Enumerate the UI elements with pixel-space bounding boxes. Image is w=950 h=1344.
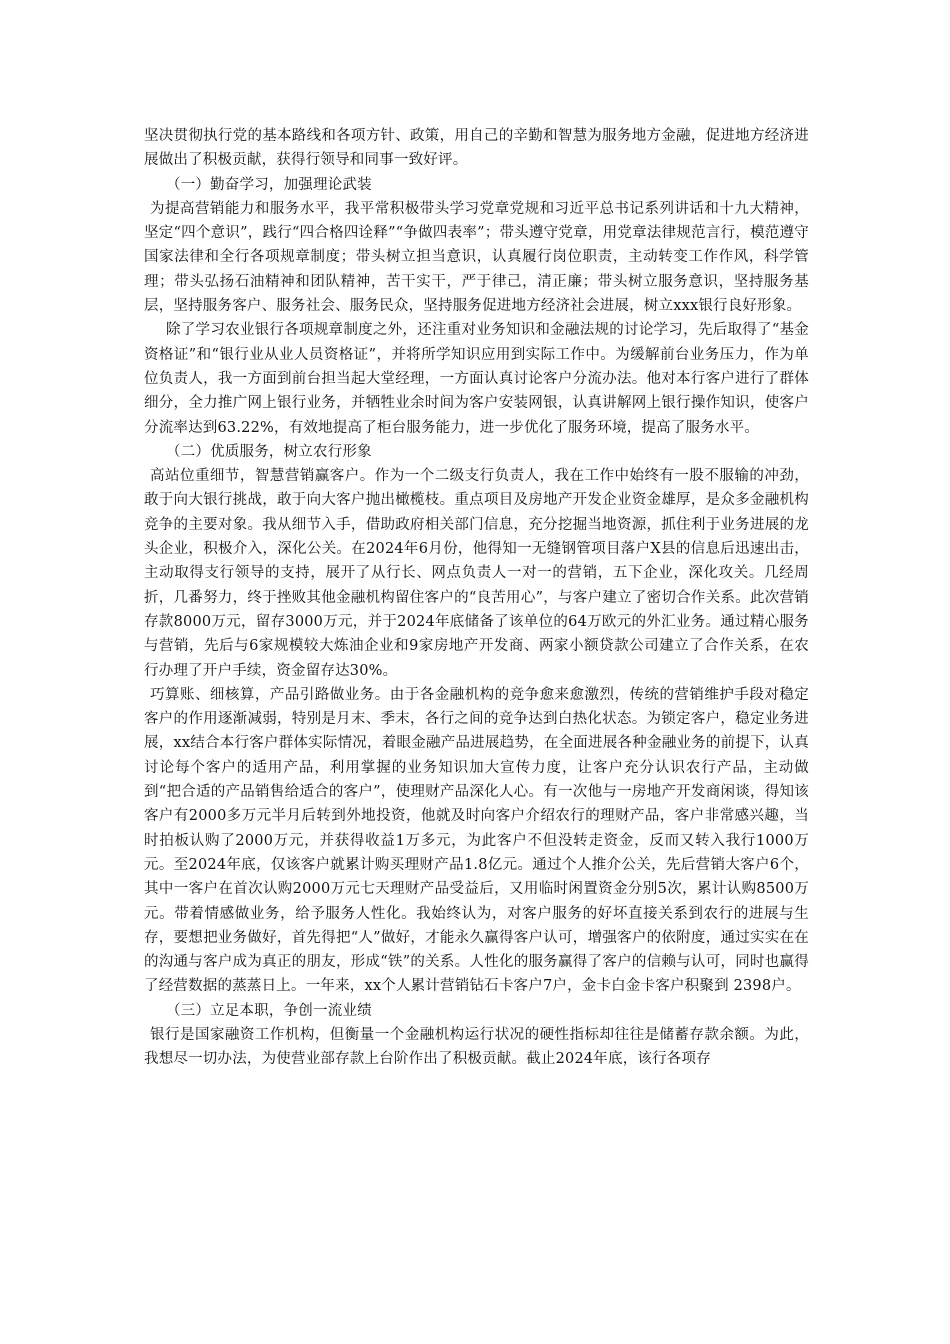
section-heading-2: （二）优质服务，树立农行形象 bbox=[166, 443, 372, 460]
paragraph-products: 巧算账、细核算，产品引路做业务。由于各金融机构的竞争愈来愈激烈，传统的营销维护手段对稳定客户的作用逐渐减弱，特别是月末、季末，各行之间的竞争达到白热化状态。为锁定客户，稳定业务进展，xx结合本行客户群体实际情况，着眼金融产品进展趋势，在全面进展各种金融业务的前提下，认真讨论每个客户的适用产品，利用掌握的业务知识加大宣传力度，让客户充分认识农行产品，主动做到“把合适的产品销售给适合的客户”，使理财产品深化人心。有一次他与一房地产开发商闲谈，得知该客户有2000多万元半月后转到外地投资，他就及时向客户介绍农行的理财产品，客户非常感兴趣，当时拍板认购了2000万元，并获得收益1万多元，为此客户不但没转走资金，反而又转入我行1000万元。至2024年底，仅该客户就累计购买理财产品1.8亿元。通过个人推介公关，先后营销大客户6个，其中一客户在首次认购2000万元七天理财产品受益后，又用临时闲置资金分别5次，累计认购8500万元。带着情感做业务，给予服务人性化。我始终认为，对客户服务的好坏直接关系到农行的进展与生存，要想把业务做好，首先得把“人”做好，才能永久赢得客户认可，增强客户的依附度，通过实实在在的沟通与客户成为真正的朋友，形成“铁”的关系。人性化的服务赢得了客户的信赖与认可，同时也赢得了经营数据的蒸蒸日上。一年来，xx个人累计营销钻石卡客户7户，金卡白金卡客户积聚到 2398户。 bbox=[144, 686, 809, 995]
paragraph-regulations: 除了学习农业银行各项规章制度之外，还注重对业务知识和金融法规的讨论学习，先后取得了“基金资格证”和“银行业从业人员资格证”，并将所学知识应用到实际工作中。为缓解前台业务压力，作为单位负责人，我一方面到前台担当起大堂经理，一方面认真讨论客户分流办法。他对本行客户进行了群体细分，全力推广网上银行业务，并牺牲业余时间为客户安装网银，认真讲解网上银行操作知识，使客户分流率达到63.22%，有效地提高了柜台服务能力，进一步优化了服务环境，提高了服务水平。 bbox=[144, 322, 809, 436]
section-heading-3: （三）立足本职，争创一流业绩 bbox=[166, 1002, 372, 1019]
paragraph-deposits: 银行是国家融资工作机构，但衡量一个金融机构运行状况的硬性指标却往往是储蓄存款余额。为此，我想尽一切办法，为使营业部存款上台阶作出了积极贡献。截止2024年底，该行各项存 bbox=[144, 1026, 809, 1068]
paragraph-marketing: 高站位重细节，智慧营销赢客户。作为一个二级支行负责人，我在工作中始终有一股不服输的冲劲，敢于向大银行挑战，敢于向大客户抛出橄榄枝。重点项目及房地产开发企业资金雄厚，是众多金融机构竞争的主要对象。我从细节入手，借助政府相关部门信息，充分挖掘当地资源，抓住利于业务进展的龙头企业，积极介入，深化公关。在2024年6月份，他得知一无缝钢管项目落户X县的信息后迅速出击，主动取得支行领导的支持，展开了从行长、网点负责人一对一的营销，五下企业，深化攻关。几经周折，几番努力，终于挫败其他金融机构留住客户的“良苦用心”，与客户建立了密切合作关系。此次营销存款8000万元，留存3000万元，并于2024年底储备了该单位的64万欧元的外汇业务。通过精心服务与营销，先后与6家规模较大炼油企业和9家房地产开发商、两家小额贷款公司建立了合作关系，在农行办理了开户手续，资金留存达30%。 bbox=[144, 468, 809, 679]
paragraph-intro-continuation: 坚决贯彻执行党的基本路线和各项方针、政策，用自己的辛勤和智慧为服务地方金融，促进地方经济进展做出了积极贡献，获得行领导和同事一致好评。 bbox=[144, 128, 809, 169]
section-heading-1: （一）勤奋学习，加强理论武装 bbox=[166, 176, 372, 193]
paragraph-study: 为提高营销能力和服务水平，我平常积极带头学习党章党规和习近平总书记系列讲话和十九大精神，坚定“四个意识”，践行“四合格四诠释”“争做四表率”；带头遵守党章，用党章法律规范言行，模范遵守国家法律和全行各项规章制度；带头树立担当意识，认真履行岗位职责，主动转变工作作风，科学管理；带头弘扬石油精神和团队精神，苦干实干，严于律己，清正廉；带头树立服务意识，坚持服务基层，坚持服务客户、服务社会、服务民众，坚持服务促进地方经济社会进展，树立xxx银行良好形象。 bbox=[144, 200, 809, 315]
document-body bbox=[144, 124, 809, 1072]
